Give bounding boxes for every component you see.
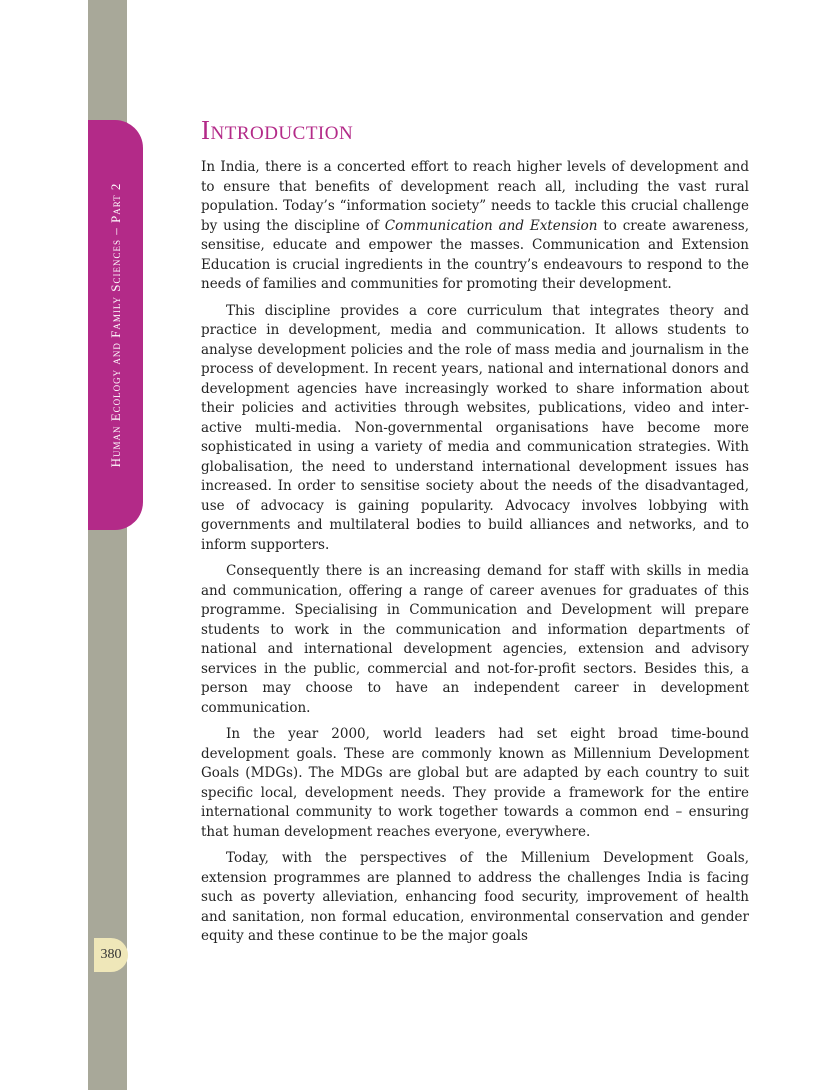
paragraph-3: Consequently there is an increasing demand for staff with skills in media and communication, offering a range of career avenues for graduates of this programme. Specialising in Communication and Development will prepare students to work in the communication and information departments of national and international development agencies, extension and advisory services in the public, commercial and not-for-profit sectors. Besides this, a person may choose to have an independent career in development communication. [201,563,749,716]
paragraph-1 [201,158,749,295]
section-title: Introduction [201,115,354,145]
paragraph-5: Today, with the perspectives of the Millenium Development Goals, extension programmes are planned to address the challenges India is facing such as poverty alleviation, enhancing food security, improvement of health and sanitation, non formal education, environmental conservation and gender equity and these continue to be the major goals [201,850,749,944]
running-title: Human Ecology and Family Sciences – Part 2 [108,182,123,468]
page-number: 380 [94,938,128,972]
paragraph-4: In the year 2000, world leaders had set eight broad time-bound development goals. These are commonly known as Millennium Development Goals (MDGs). The MDGs are global but are adapted by each country to suit specific local, development needs. They provide a framework for the entire international community to work together towards a common end – ensuring that human development reaches everyone, everywhere. [201,726,749,840]
paragraph-1-text-a: In India, there is a concerted effort to reach higher levels of development and to ensure that benefits of development reach all, including the vast rural population. Today’s “information society” needs to tackle this crucial challenge by using the discipline of [201,159,749,234]
paragraph-1-emphasis: Communication and Extension [384,217,598,234]
paragraph-1-text-b: to create awareness, sensitise, educate and empower the masses. Communication and Extension Education is crucial ingredients in the country’s endeavours to respond to the needs of families and communities for promoting their development. [201,217,749,292]
page-content [201,112,749,954]
paragraph-2: This discipline provides a core curriculum that integrates theory and practice in development, media and communication. It allows students to analyse development policies and the role of mass media and journalism in the process of development. In recent years, national and international donors and development agencies have increasingly worked to share information about their policies and activities through websites, publications, video and inter-active multi-media. Non-governmental organisations have become more sophisticated in using a variety of media and communication strategies. With globalisation, the need to understand international development issues has increased. In order to sensitise society about the needs of the disadvantaged, use of advocacy is gaining popularity. Advocacy involves lobbying with governments and multilateral bodies to build alliances and networks, and to inform supporters. [201,302,749,553]
